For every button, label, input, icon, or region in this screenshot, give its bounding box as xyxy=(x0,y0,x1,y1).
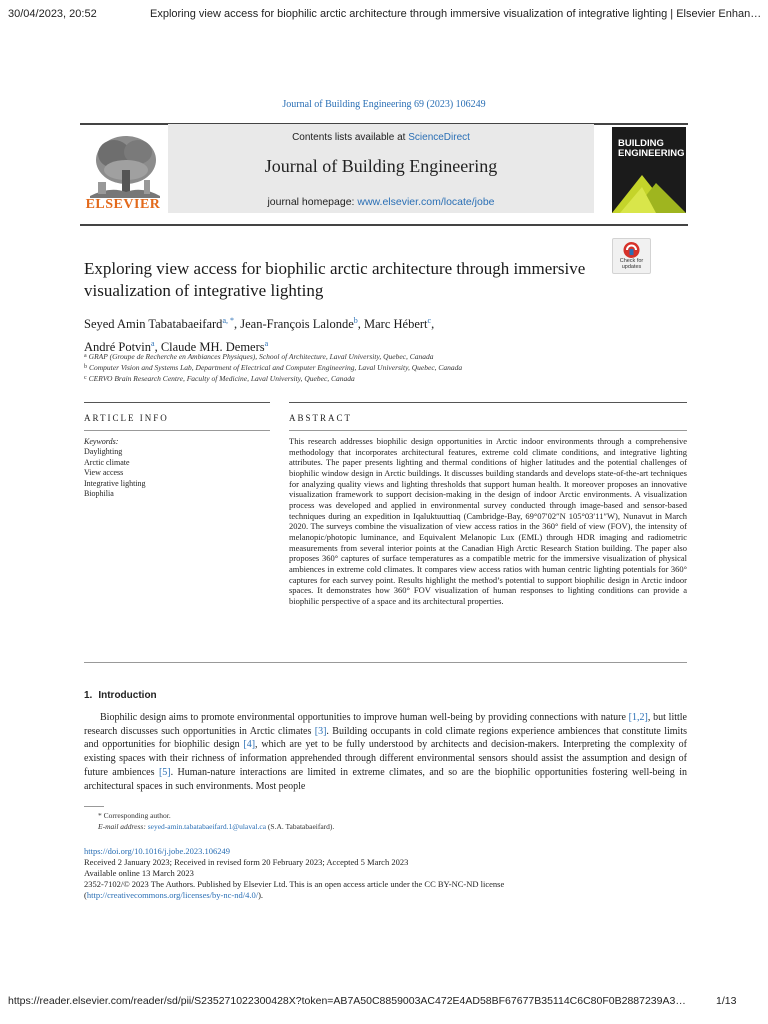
affiliation-mark: c xyxy=(84,375,87,381)
author-list: Seyed Amin Tabatabaeifard$^{a, *}$, Jean-François Lalonde$^b$, Marc Hébert$^c$, André Potvin$^a$, Claude MH. Demers$^a$ xyxy=(84,316,435,355)
keyword-item: View access xyxy=(84,468,124,478)
keyword-item: Integrative lighting xyxy=(84,478,146,488)
journal-citation[interactable]: Journal of Building Engineering 69 (2023) 106249 xyxy=(282,99,486,110)
abstract-subrule xyxy=(289,430,687,431)
check-for-updates-button[interactable] xyxy=(612,238,651,274)
section-heading-introduction xyxy=(84,690,157,701)
citation-link[interactable]: [3] xyxy=(314,725,327,737)
author-affiliation-mark[interactable]: a xyxy=(264,339,269,349)
author-name[interactable]: Marc Hébert xyxy=(364,317,428,332)
affiliation-item xyxy=(84,373,684,384)
email-suffix: (S.A. Tabatabaeifard). xyxy=(266,822,335,831)
footnote-rule xyxy=(84,806,104,807)
article-info-heading: ARTICLE INFO xyxy=(84,413,169,423)
author-name[interactable]: Jean-François Lalonde xyxy=(240,317,354,332)
homepage-prefix: journal homepage: xyxy=(267,196,358,208)
cover-title xyxy=(618,139,685,158)
article-title: Exploring view access for biophilic arctic architecture through immersive visualization of integrative lighting xyxy=(84,259,586,300)
affiliation-text: CERVO Brain Research Centre, Faculty of Medicine, Laval University, Quebec, Canada xyxy=(88,374,355,383)
paren-close: ). xyxy=(258,890,264,900)
corresponding-author-note: * Corresponding author. xyxy=(98,811,171,820)
keywords-heading: Keywords: xyxy=(84,437,119,446)
affiliation-text: GRAP (Groupe de Recherche en Ambiances Physiques), School of Architecture, Laval University, Quebec, Canada xyxy=(88,352,434,361)
keyword-item: Biophilia xyxy=(84,489,114,499)
abstract-bottom-rule xyxy=(84,662,687,663)
elsevier-wordmark: ELSEVIER xyxy=(85,197,161,212)
email-label: E-mail address: xyxy=(98,822,146,831)
affiliation-item xyxy=(84,351,684,362)
author-affiliation-mark[interactable]: b xyxy=(353,316,358,325)
affiliation-mark: a xyxy=(84,353,87,359)
author-affiliation-mark[interactable]: a, * xyxy=(222,316,234,325)
affiliation-text: Computer Vision and Systems Lab, Department of Electrical and Computer Engineering, Laval University, Quebec, Canada xyxy=(89,363,463,372)
received-dates: Received 2 January 2023; Received in revised form 20 February 2023; Accepted 5 March 2023 xyxy=(84,857,409,867)
cover-artwork-icon xyxy=(612,165,686,213)
author-email-link[interactable]: seyed-amin.tabatabaeifard.1@ulaval.ca xyxy=(147,822,267,831)
intro-text-run: , which are yet to be fully understood by architects and decision-makers. Interpreting the complexity of existing spaces with their richness of information apprehended through different environmental sensors should assist the assumption and design of future ambiences xyxy=(84,739,687,778)
abstract-text: This research addresses biophilic design opportunities in Arctic indoor environments through a comprehensive methodology that incorporates architectural features, extreme cold climate conditions, and integrative lighting attributes. The paper presents lighting and thermal conditions of higher latitudes and the potential challenges of biophilic window design in Arctic buildings. It discusses building standards and develops state-of-the-art techniques for analyzing quality views and lighting thresholds that support human health. It moreover proposes an innovative visualization framework to support decision-making in the design of indoor Arctic environments. A visualization process was developed and applied in environmental survey conducted through image-based and sensor-based techniques during an expedition in Iqaluktuuttiaq (Cambridge-Bay, 69°07′02″N 105°03′11″W), Nunavut in March 2020. The surveys combine the visualization of view access ratios in the 360° field of view (FOV), the intensity of melanopic/photopic luminance, and Equivalent Melanopic Lux (EML) through HDR imaging and radiometric measurements from several interior points at the Canadian High Arctic Research Station building. The paper also proposes 360° captures of surface temperatures as a compatible metric for the immersive visualization of physical ambiences in extreme cold climates. It compares view access ratios with human centric lighting potentials for 360° captures for each survey point. Results highlight the method’s potential to support biophilic design in Arctic indoor spaces. It demonstrates how 360° FOV visualization of human responses to lighting conditions can provide a biophilic perspective of a space and its architectural properties. xyxy=(289,436,687,606)
citation-link[interactable]: [1,2] xyxy=(628,712,648,723)
sciencedirect-link[interactable]: ScienceDirect xyxy=(408,132,470,143)
intro-text-run: Biophilic design aims to promote environmental opportunities to improve human well-being by providing connections with nature xyxy=(100,712,629,723)
check-updates-icon xyxy=(613,240,650,260)
keywords-block xyxy=(84,437,264,499)
article-info-rule xyxy=(84,402,270,403)
print-page-indicator: 1/13 xyxy=(716,995,737,1007)
print-date: 30/04/2023, 20:52 xyxy=(8,8,97,20)
author-name[interactable]: André Potvin xyxy=(84,340,152,355)
contents-line xyxy=(168,132,594,143)
section-number: 1. xyxy=(84,690,93,701)
header-rule-bottom xyxy=(80,224,688,226)
journal-cover-thumbnail[interactable] xyxy=(612,127,686,213)
homepage-line xyxy=(168,196,594,208)
paren-open: ( xyxy=(84,890,87,900)
print-title: Exploring view access for biophilic arctic architecture through immersive visualization of integrative lighting | Elsevier Enhan… xyxy=(150,8,762,20)
cover-title-line2: ENGINEERING xyxy=(618,147,685,159)
keyword-item: Daylighting xyxy=(84,447,123,457)
check-updates-line1: Check for xyxy=(619,258,644,264)
email-footnote xyxy=(98,822,334,831)
author-name[interactable]: Seyed Amin Tabatabaeifard xyxy=(84,317,223,332)
abstract-heading: ABSTRACT xyxy=(289,413,353,423)
contents-prefix: Contents lists available at xyxy=(292,132,409,143)
citation-link[interactable]: [5] xyxy=(158,766,171,778)
citation-link[interactable]: [4] xyxy=(243,739,256,751)
check-updates-label xyxy=(613,258,650,270)
intro-text-run: . Human-nature interactions are limited in extreme climates, and so are the biophilic opportunities fostering well-being in architectural spaces in such environments. Most people xyxy=(84,766,687,792)
intro-text-run: . Building occupants in cold climate regions experience ambiences that constitute limits and opportunities for biophilic design xyxy=(84,725,687,751)
author-name[interactable]: Claude MH. Demers xyxy=(160,340,265,355)
license-statement: 2352-7102/© 2023 The Authors. Published by Elsevier Ltd. This is an open access article under the CC BY-NC-ND license xyxy=(84,879,505,889)
affiliation-mark: b xyxy=(84,364,87,370)
journal-homepage-link[interactable]: www.elsevier.com/locate/jobe xyxy=(357,196,495,208)
print-url: https://reader.elsevier.com/reader/sd/pii/S235271022300428X?token=AB7A50C8859003AC472E4AD58BF67677B35114C6C80F0B2887239A3… xyxy=(8,995,686,1007)
journal-name: Journal of Building Engineering xyxy=(264,156,498,176)
license-url-link[interactable]: http://creativecommons.org/licenses/by-nc-nd/4.0/ xyxy=(86,890,259,900)
intro-text-run: , but little research discusses such opportunities in Arctic climates xyxy=(84,712,687,737)
doi-link[interactable]: https://doi.org/10.1016/j.jobe.2023.106249 xyxy=(84,846,230,856)
keyword-item: Arctic climate xyxy=(84,457,130,467)
affiliation-item xyxy=(84,362,684,373)
abstract-rule xyxy=(289,402,687,403)
affiliation-list xyxy=(84,351,684,384)
introduction-paragraph xyxy=(84,711,687,793)
check-updates-line2: updates xyxy=(621,264,642,270)
author-affiliation-mark[interactable]: c xyxy=(427,316,432,325)
article-info-subrule xyxy=(84,430,270,431)
license-link-line xyxy=(84,890,263,900)
available-online-date: Available online 13 March 2023 xyxy=(84,868,194,878)
cover-title-line1: BUILDING xyxy=(618,138,664,149)
author-affiliation-mark[interactable]: a xyxy=(151,339,155,349)
section-title: Introduction xyxy=(98,690,157,701)
